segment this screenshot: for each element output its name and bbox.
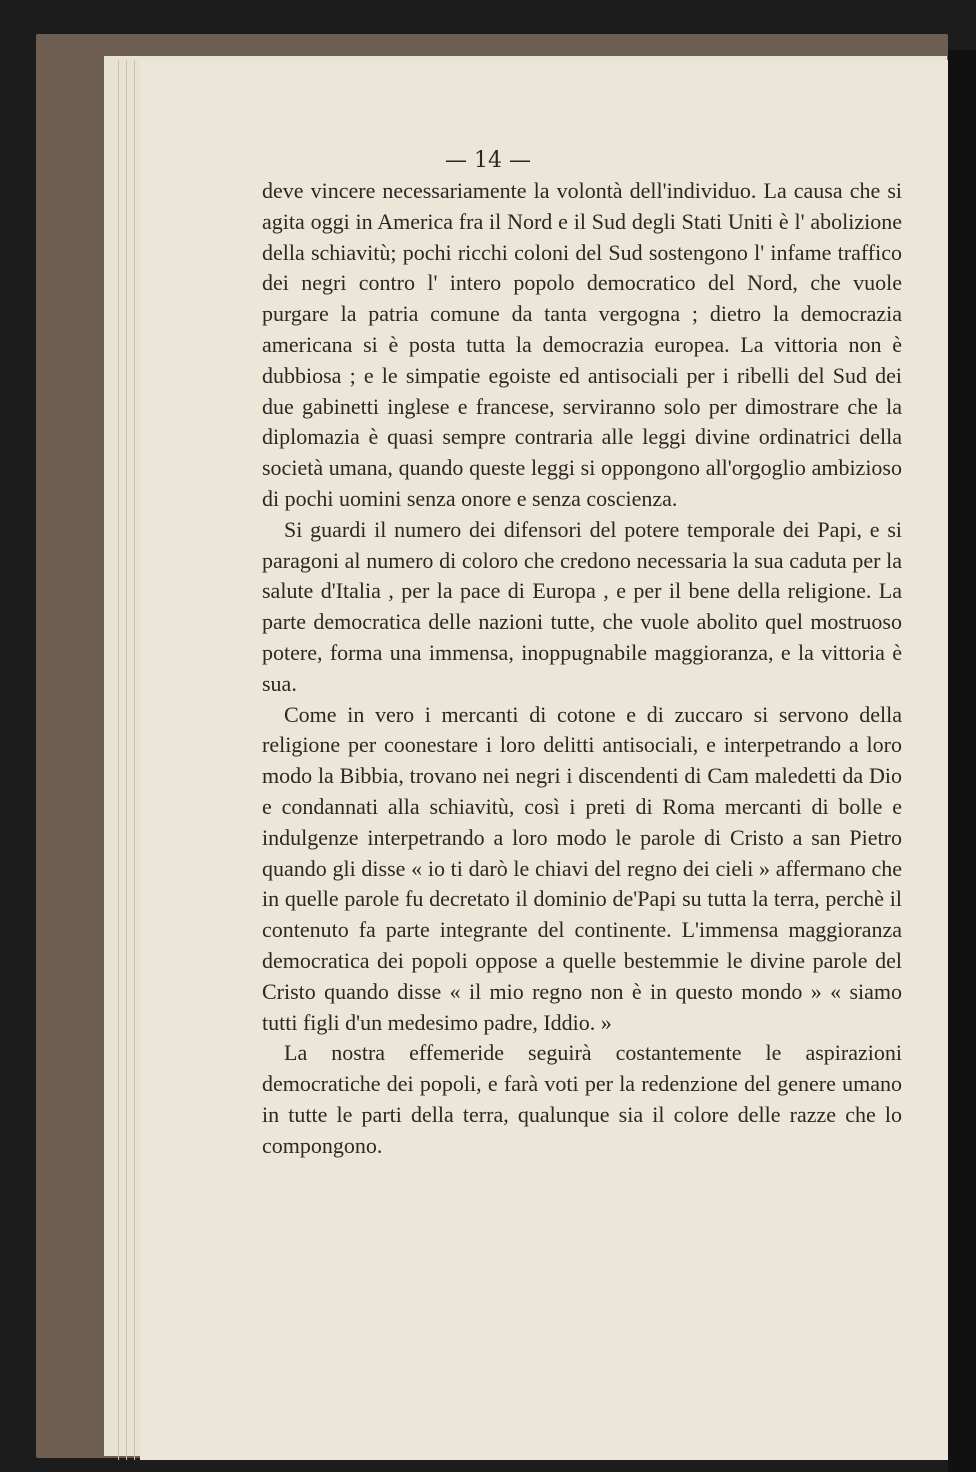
- paragraph: Come in vero i mercanti di cotone e di zuccaro si servono della religione per coonestare i loro delitti antisociali, e interpetrando a loro modo la Bibbia, trovano nei negri i discendenti di Cam maledetti da Dio e condannati alla schiavitù, così i preti di Roma mercanti di bolle e indulgenze interpetrando a loro modo le parole di Cristo a san Pietro quando gli disse « io ti darò le chiavi del regno dei cieli » affermano che in quelle parole fu decretato il dominio de'Papi su tutta la terra, perchè il contenuto fa parte integrante del continente. L'immensa maggioranza democratica dei popoli oppose a quelle bestemmie le divine parole del Cristo quando disse « il mio regno non è in questo mondo » « siamo tutti figli d'un medesimo padre, Iddio. »: [262, 701, 902, 1035]
- scan-background-strip: [948, 50, 976, 1472]
- page-number: — 14 —: [445, 148, 531, 173]
- page-edge-line: [134, 60, 135, 1460]
- paragraph: La nostra effemeride seguirà costantemente le aspirazioni democratiche dei popoli, e farà voti per la redenzione del genere umano in tutte le parti della terra, qualunque sia il colore delle razze che lo compongono.: [262, 1040, 902, 1158]
- page-edge-line: [126, 60, 127, 1460]
- paragraph: deve vincere necessariamente la volontà dell'individuo. La causa che si agita oggi in America fra il Nord e il Sud degli Stati Uniti è l' abolizione della schiavitù; pochi ricchi coloni del Sud sostengono l' infame traffico dei negri contro l' intero popolo democratico del Nord, che vuole purgare la patria comune da tanta vergogna ; dietro la democrazia americana si è posta tutta la democrazia europea. La vittoria non è dubbiosa ; e le simpatie egoiste ed antisociali per i ribelli del Sud dei due gabinetti inglese e francese, serviranno solo per dimostrare che la diplomazia è quasi sempre contraria alle leggi divine ordinatrici della società umana, quando queste leggi si oppongono all'orgoglio ambizioso di pochi uomini senza onore e senza coscienza.: [262, 178, 902, 511]
- paragraph: Si guardi il numero dei difensori del potere temporale dei Papi, e si paragoni al numero di coloro che credono necessaria la sua caduta per la salute d'Italia , per la pace di Europa , e per il bene della religione. La parte democratica delle nazioni tutte, che vuole abolito quel mostruoso potere, forma una immensa, inoppugnabile maggioranza, e la vittoria è sua.: [262, 516, 902, 696]
- page-edge-line: [118, 60, 119, 1460]
- body-text: [262, 176, 902, 1162]
